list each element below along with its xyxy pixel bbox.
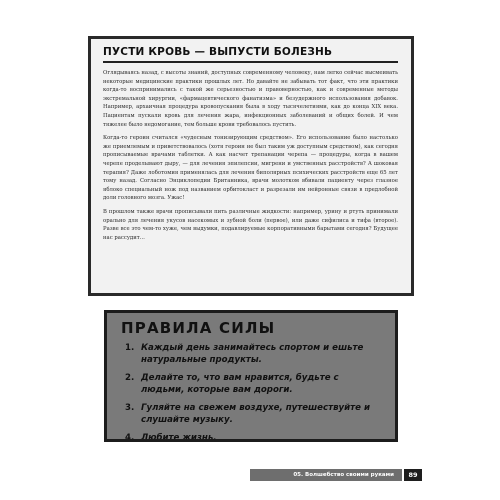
sidebar-box xyxy=(88,36,414,296)
rule-text: Гуляйте на свежем воздухе, путешествуйте и слушайте музыку. xyxy=(141,403,370,425)
rule-text: Каждый день занимайтесь спортом и ешьте натуральные продукты. xyxy=(141,343,364,365)
rule-item xyxy=(125,343,381,366)
page-number: 89 xyxy=(404,469,422,481)
rule-text: Любите жизнь. xyxy=(141,433,217,442)
rules-box xyxy=(104,310,398,442)
rules-list xyxy=(121,343,381,442)
sidebar-title: ПУСТИ КРОВЬ — ВЫПУСТИ БОЛЕЗНЬ xyxy=(103,46,333,58)
rule-number: 2. xyxy=(125,373,135,383)
chapter-footer: 05. Волшебство своими руками xyxy=(250,469,402,481)
rule-item xyxy=(125,373,381,396)
sidebar-paragraph: Оглядываясь назад, с высоты знаний, доступных современному человеку, нам легко сейчас высмеивать некоторые медицинские практики прошлых лет. Но давайте не забывать тот факт, что эти практики когда-то воспринимались с такой же серьезностью и правоверностью, как и современные методы экстремальной хирургии, «фармацевтического фанатизма» и безудержного использования добавок. Например, архаичная процедура кровопускания была в ходу тысячелетиями, как до конца XIX века. Пациентам пускали кровь для лечения жара, инфекционных заболеваний и общих болей. И чем тяжелее было недомогание, тем больше крови требовалось пустить. xyxy=(103,70,398,128)
title-divider xyxy=(103,61,398,63)
rule-number: 3. xyxy=(125,403,135,413)
rule-item xyxy=(125,433,381,442)
sidebar-paragraph: В прошлом также врачи прописывали пить различные жидкости: например, урину и ртуть принимали орально для лечения укусов насекомых и зубной боли (первое), или даже сифилиса и тифа (второе). Разве все это чем-то хуже, чем выдумки, подавлируемые корпоративными барытами сегодня? Будущее нас рассудит… xyxy=(103,208,398,241)
sidebar-paragraph: Когда-то героин считался «чудесным тонизирующим средством». Его использование было настолько же приемлемым и приветствовалось (хотя героин не был таким уж доступным средством), как сегодня прописываемые врачами таблетки. А как насчет трепанации черепа — процедуры, когда в вашем черепе проделывают дыру, — для лечения эпилепсии, мигрени и умственных расстройств? А шоковая терапия? Даже лоботомия применялась для лечения биполярных психических расстройств еще 65 лет тому назад. Согласно Энциклопедии Британника, врачи молотком вбивали пациенту через глазное яблоко специальный нож под названием орбитокласт и разрезали им нейронные связи в предлобной доли головного мозга. Ужас! xyxy=(103,135,398,202)
rules-title: ПРАВИЛА СИЛЫ xyxy=(121,319,276,337)
rule-text: Делайте то, что вам нравится, будьте с людьми, которые вам дороги. xyxy=(141,373,339,395)
rule-item xyxy=(125,403,381,426)
rule-number: 1. xyxy=(125,343,135,353)
rule-number: 4. xyxy=(125,433,135,442)
